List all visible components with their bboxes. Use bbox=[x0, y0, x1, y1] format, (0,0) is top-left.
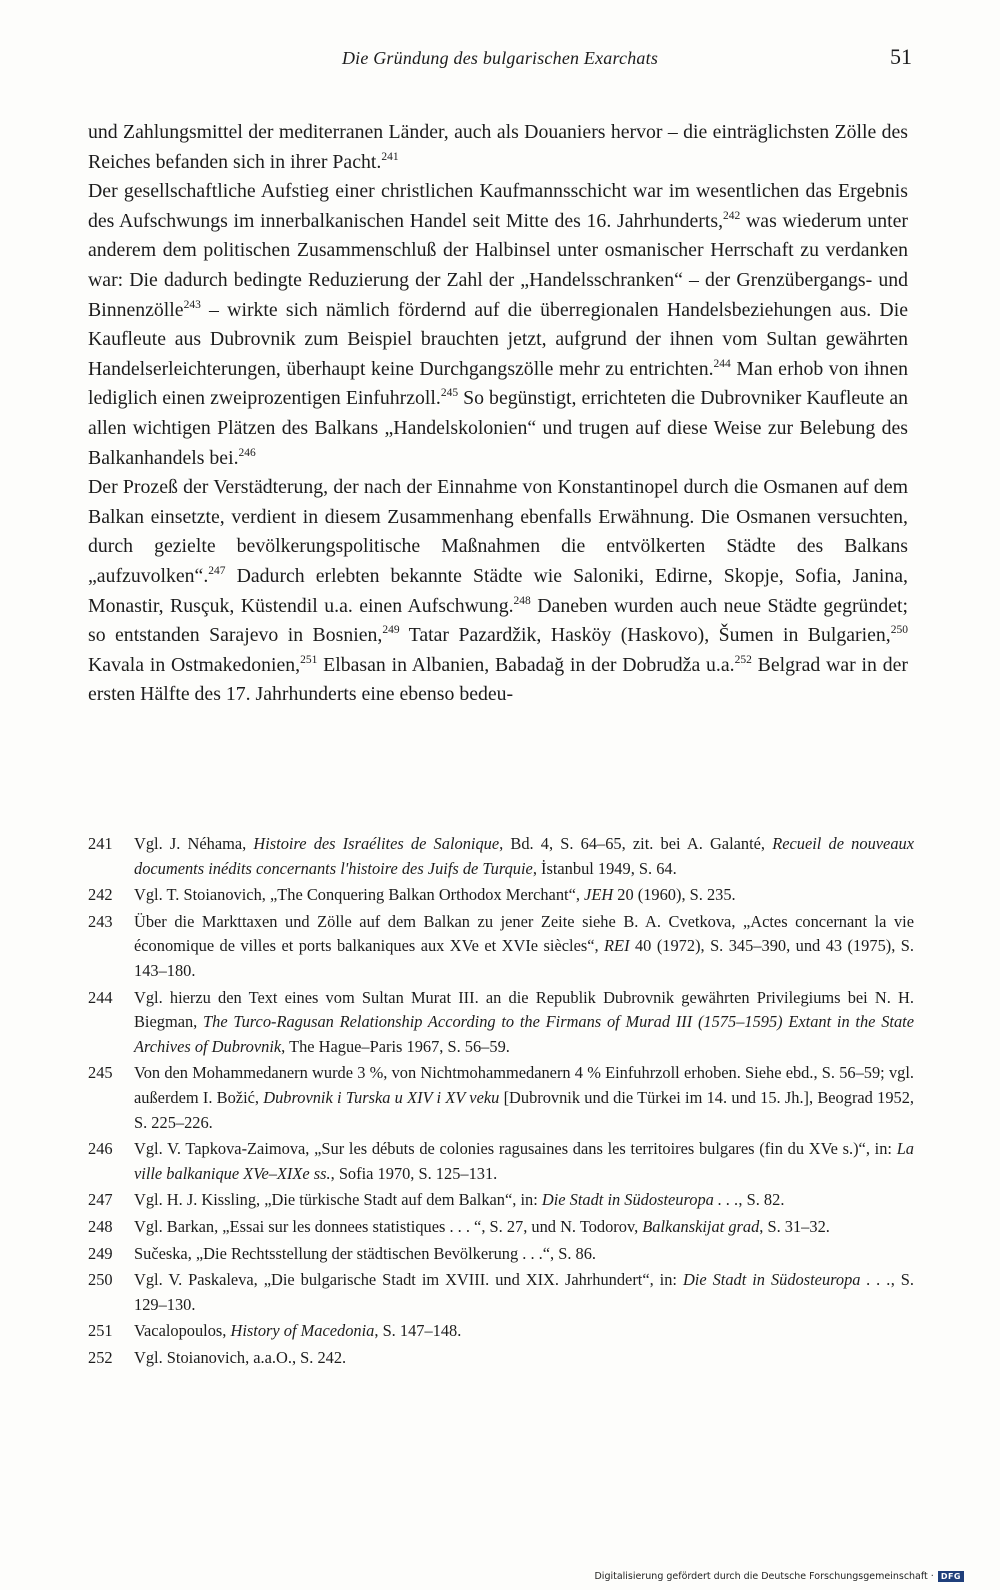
running-title: Die Gründung des bulgarischen Exarchats bbox=[341, 48, 659, 68]
title-italic: Balkanskijat grad bbox=[642, 1216, 760, 1236]
dfg-logo-icon: DFG bbox=[938, 1571, 964, 1582]
footnote-text bbox=[134, 1215, 914, 1240]
footnote-number: 242 bbox=[88, 885, 113, 905]
text-run: 20 (1960), S. 235. bbox=[613, 885, 736, 905]
text-run: Von den Mohammedanern wurde 3 %, von Nichtmohammedanern 4 % Einfuhrzoll erhoben. Siehe ebd., S. 56–59; vgl. außerdem I. Božić, bbox=[134, 1063, 914, 1107]
title-italic: La ville balkanique XVe–XIXe ss. bbox=[134, 1139, 914, 1183]
title-italic: Recueil de nouveaux documents inédits concernants l'histoire des Juifs de Turquie bbox=[134, 834, 914, 878]
footnote-number: 252 bbox=[88, 1347, 113, 1367]
text-run: was wiederum unter anderem dem politischen Zusammenschluß der Halbinsel unter osmanischer Herrschaft zu verdanken war: Die dadurch bedingte Reduzierung der Zahl der „Handelsschranken“ – der Grenzübergangs- und Binnenzölle bbox=[88, 209, 908, 321]
footnote-ref: 250 bbox=[890, 624, 908, 637]
footnote-number: 247 bbox=[88, 1190, 113, 1210]
footnote-number: 248 bbox=[88, 1216, 113, 1236]
footnote-ref: 245 bbox=[440, 387, 459, 400]
footnote bbox=[88, 986, 914, 1060]
footnote-ref: 246 bbox=[238, 446, 256, 459]
footnote bbox=[88, 1346, 914, 1371]
text-run: Vgl. H. J. Kissling, „Die türkische Stadt auf dem Balkan“, in: bbox=[134, 1190, 542, 1210]
text-run: , Bd. 4, S. 64–65, zit. bei A. Galanté, bbox=[499, 834, 773, 853]
text-run: Der gesellschaftliche Aufstieg einer christlichen Kaufmannsschicht war im wesentlichen das Ergebnis des Aufschwungs im innerbalkanischen Handel seit Mitte des 16. Jahrhunderts, bbox=[88, 180, 908, 232]
title-italic: Die Stadt in Südosteuropa . . . bbox=[541, 1190, 739, 1210]
footnote bbox=[88, 1188, 914, 1213]
text-run: , S. 31–32. bbox=[759, 1216, 830, 1236]
footnote-ref: 249 bbox=[382, 624, 400, 637]
text-run: Vacalopoulos, bbox=[134, 1321, 231, 1341]
footnote-text bbox=[134, 1242, 914, 1267]
footnote-ref: 242 bbox=[723, 209, 741, 222]
footnote-text bbox=[134, 1061, 914, 1135]
paragraph bbox=[88, 473, 908, 710]
footnotes bbox=[88, 832, 914, 1372]
main-text bbox=[88, 118, 908, 710]
page-number: 51 bbox=[890, 44, 912, 69]
credit-text: Digitalisierung gefördert durch die Deutsche Forschungsgemeinschaft · bbox=[594, 1571, 934, 1582]
text-run: Vgl. V. Paskaleva, „Die bulgarische Stadt im XVIII. und XIX. Jahrhundert“, in: bbox=[134, 1270, 683, 1290]
text-run: [Dubrovnik und die Türkei im 14. und 15. Jh.], Beograd 1952, S. 225–226. bbox=[134, 1087, 915, 1132]
footnote-text bbox=[134, 1268, 914, 1317]
text-run: Dadurch erlebten bekannte Städte wie Saloniki, Edirne, Skopje, Sofia, Janina, Monastir, Rusçuk, Küstendil u.a. einen Aufschwung. bbox=[88, 564, 908, 617]
footnote bbox=[88, 1061, 914, 1135]
title-italic: The Turco-Ragusan Relationship According to the Firmans of Murad III (1575–1595) Extant in the State Archives of Dubrovnik bbox=[134, 1012, 914, 1056]
footnote-number: 249 bbox=[88, 1243, 113, 1263]
text-run: , The Hague–Paris 1967, S. 56–59. bbox=[281, 1036, 510, 1056]
text-run: Vgl. T. Stoianovich, „The Conquering Balkan Orthodox Merchant“, bbox=[134, 885, 585, 905]
text-run: , S. 147–148. bbox=[374, 1321, 462, 1341]
text-run: Der Prozeß der Verstädterung, der nach der Einnahme von Konstantinopel durch die Osmanen auf dem Balkan einsetzte, verdient in diesem Zusammenhang ebenfalls Erwähnung. Die Osmanen versuchten, durch gezielte bevölkerungspolitische Maßnahmen die entvölkerten Städte des Balkans „aufzuvolken“. bbox=[88, 476, 908, 587]
text-run: , S. 82. bbox=[738, 1190, 785, 1210]
text-run: Man erhob von ihnen lediglich einen zweiprozentigen Einfuhrzoll. bbox=[88, 357, 908, 410]
footnote bbox=[88, 910, 914, 984]
footnote-text bbox=[134, 1346, 914, 1371]
footnote-ref: 248 bbox=[513, 594, 531, 607]
footnote-ref: 241 bbox=[381, 150, 399, 163]
text-run: – wirkte sich nämlich fördernd auf die überregionalen Handelsbeziehungen aus. Die Kaufleute aus Dubrovnik zum Beispiel brauchten jetzt, aufgrund der ihnen vom Sultan gewährten Handelserleichterungen, überhaupt keine Durchgangszölle mehr zu entrichten. bbox=[88, 298, 908, 380]
footnote-text bbox=[134, 910, 914, 984]
text-run: Vgl. hierzu den Text eines vom Sultan Murat III. an die Republik Dubrovnik gewährten Privilegiums bei N. H. Biegman, bbox=[134, 987, 914, 1032]
footnote-text bbox=[134, 986, 914, 1060]
footnote-text bbox=[134, 1188, 914, 1213]
title-italic: Die Stadt in Südosteuropa . . . bbox=[682, 1270, 891, 1290]
footnote bbox=[88, 832, 914, 881]
footnote-ref: 247 bbox=[208, 564, 226, 577]
footnote-text bbox=[134, 883, 914, 908]
text-run: Über die Markttaxen und Zölle auf dem Balkan zu jener Zeite siehe B. A. Cvetkova, „Actes concernant la vie économique de villes et ports balkaniques aux XVe et XVIe siècles“, bbox=[134, 911, 914, 956]
text-run: So begünstigt, errichteten die Dubrovniker Kaufleute an allen wichtigen Plätzen des Balkans „Handelskolonien“ und trugen auf diese Weise zur Belebung des Balkanhandels bei. bbox=[88, 387, 908, 469]
text-run: , İstanbul 1949, S. 64. bbox=[532, 858, 677, 878]
footnote bbox=[88, 1268, 914, 1317]
footnote-text bbox=[134, 832, 914, 881]
footnote bbox=[88, 1215, 914, 1240]
footnote bbox=[88, 1137, 914, 1186]
footnote bbox=[88, 1319, 914, 1344]
text-run: Vgl. Barkan, „Essai sur les donnees statistiques . . . “, S. 27, und N. Todorov, bbox=[134, 1216, 643, 1236]
page-header bbox=[88, 44, 912, 76]
text-run: 40 (1972), S. 345–390, und 43 (1975), S. 143–180. bbox=[134, 936, 914, 980]
text-run: Tatar Pazardžik, Hasköy (Haskovo), Šumen in Bulgarien, bbox=[399, 624, 891, 647]
text-run: und Zahlungsmittel der mediterranen Länder, auch als Douaniers hervor – die einträglichsten Zölle des Reiches befanden sich in ihrer Pacht. bbox=[88, 121, 908, 173]
text-run: Elbasan in Albanien, Babadağ in der Dobrudža u.a. bbox=[317, 653, 735, 676]
text-run: , Sofia 1970, S. 125–131. bbox=[330, 1163, 498, 1183]
footnote bbox=[88, 883, 914, 908]
text-run: Vgl. Stoianovich, a.a.O., S. 242. bbox=[134, 1347, 347, 1367]
title-italic: Histoire des Israélites de Salonique bbox=[253, 834, 500, 853]
footnote bbox=[88, 1242, 914, 1267]
footnote-number: 243 bbox=[88, 911, 113, 931]
title-italic: Dubrovnik i Turska u XIV i XV veku bbox=[263, 1087, 500, 1107]
text-run: Kavala in Ostmakedonien, bbox=[88, 653, 301, 676]
text-run: , S. 129–130. bbox=[134, 1270, 914, 1314]
title-italic: JEH bbox=[584, 885, 614, 905]
footnote-ref: 252 bbox=[734, 653, 752, 666]
footnote-ref: 243 bbox=[183, 298, 201, 311]
digitization-credit bbox=[594, 1571, 964, 1582]
footnote-number: 245 bbox=[88, 1063, 113, 1083]
footnote-text bbox=[134, 1319, 914, 1344]
paragraph bbox=[88, 118, 908, 177]
text-run: Vgl. J. Néhama, bbox=[134, 834, 254, 853]
footnote-ref: 244 bbox=[713, 357, 731, 370]
footnote-number: 246 bbox=[88, 1139, 113, 1159]
footnote-number: 244 bbox=[88, 987, 113, 1007]
text-run: Belgrad war in der ersten Hälfte des 17. Jahrhunderts eine ebenso bedeu- bbox=[88, 653, 909, 706]
text-run: Vgl. V. Tapkova-Zaimova, „Sur les débuts de colonies ragusaines dans les territoires bulgares (fin du XVe s.)“, in: bbox=[134, 1139, 897, 1159]
title-italic: History of Macedonia bbox=[230, 1321, 375, 1341]
footnote-number: 250 bbox=[88, 1270, 113, 1290]
text-run: Daneben wurden auch neue Städte gegründet; so entstanden Sarajevo in Bosnien, bbox=[88, 594, 908, 647]
footnote-ref: 251 bbox=[300, 653, 318, 666]
footnote-number: 251 bbox=[88, 1321, 113, 1341]
footnote-text bbox=[134, 1137, 914, 1186]
text-run: Sučeska, „Die Rechtsstellung der städtischen Bevölkerung . . .“, S. 86. bbox=[134, 1243, 597, 1263]
paragraph bbox=[88, 177, 908, 473]
footnote-number: 241 bbox=[88, 834, 113, 853]
title-italic: REI bbox=[604, 936, 630, 956]
